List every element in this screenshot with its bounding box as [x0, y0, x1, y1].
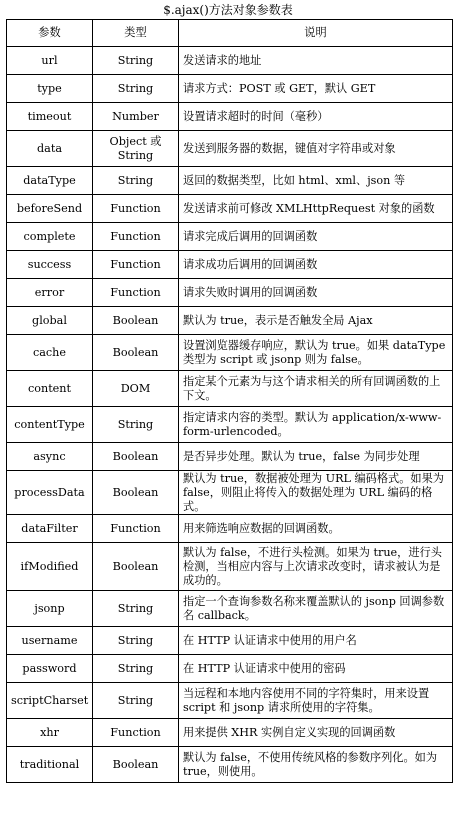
type-cell: Function: [93, 719, 179, 747]
param-cell: complete: [7, 223, 93, 251]
desc-cell: 默认为 false，不使用传统风格的参数序列化。如为 true，则使用。: [179, 747, 453, 783]
desc-cell: 默认为 false，不进行头检测。如果为 true，进行头检测，当相应内容与上次请求改变时，请求被认为是成功的。: [179, 543, 453, 591]
param-cell: content: [7, 371, 93, 407]
table-row: [7, 443, 453, 471]
table-row: [7, 627, 453, 655]
desc-cell: 指定请求内容的类型。默认为 application/x-www-form-urlencoded。: [179, 407, 453, 443]
type-cell: String: [93, 683, 179, 719]
type-cell: String: [93, 47, 179, 75]
table-row: [7, 407, 453, 443]
param-cell: dataFilter: [7, 515, 93, 543]
type-cell: Number: [93, 103, 179, 131]
table-row: [7, 195, 453, 223]
header-param: 参数: [7, 20, 93, 47]
param-cell: xhr: [7, 719, 93, 747]
desc-cell: 请求成功后调用的回调函数: [179, 251, 453, 279]
type-cell: String: [93, 75, 179, 103]
param-cell: ifModified: [7, 543, 93, 591]
param-cell: traditional: [7, 747, 93, 783]
table-row: [7, 47, 453, 75]
desc-cell: 当远程和本地内容使用不同的字符集时，用来设置 script 和 jsonp 请求所使用的字符集。: [179, 683, 453, 719]
desc-cell: 发送请求前可修改 XMLHttpRequest 对象的函数: [179, 195, 453, 223]
type-cell: DOM: [93, 371, 179, 407]
type-cell: Function: [93, 279, 179, 307]
table-row: [7, 131, 453, 167]
desc-cell: 是否异步处理。默认为 true，false 为同步处理: [179, 443, 453, 471]
param-cell: data: [7, 131, 93, 167]
param-cell: dataType: [7, 167, 93, 195]
param-cell: type: [7, 75, 93, 103]
table-body: [7, 47, 453, 783]
table-row: [7, 683, 453, 719]
table-row: [7, 371, 453, 407]
desc-cell: 发送请求的地址: [179, 47, 453, 75]
table-row: [7, 543, 453, 591]
type-cell: Function: [93, 515, 179, 543]
table-row: [7, 223, 453, 251]
table-row: [7, 655, 453, 683]
type-cell: Function: [93, 195, 179, 223]
type-cell: String: [93, 627, 179, 655]
table-row: [7, 251, 453, 279]
type-cell: Boolean: [93, 543, 179, 591]
table-row: [7, 471, 453, 515]
type-cell: Boolean: [93, 307, 179, 335]
type-cell: Boolean: [93, 443, 179, 471]
type-cell: String: [93, 167, 179, 195]
type-cell: Boolean: [93, 471, 179, 515]
header-desc: 说明: [179, 20, 453, 47]
table-row: [7, 515, 453, 543]
desc-cell: 在 HTTP 认证请求中使用的用户名: [179, 627, 453, 655]
param-cell: processData: [7, 471, 93, 515]
type-cell: String: [93, 655, 179, 683]
table-header: [7, 20, 453, 47]
type-cell: Object 或 String: [93, 131, 179, 167]
param-cell: async: [7, 443, 93, 471]
table-row: [7, 307, 453, 335]
desc-cell: 请求完成后调用的回调函数: [179, 223, 453, 251]
param-cell: contentType: [7, 407, 93, 443]
desc-cell: 指定某个元素为与这个请求相关的所有回调函数的上下文。: [179, 371, 453, 407]
param-cell: username: [7, 627, 93, 655]
type-cell: Function: [93, 223, 179, 251]
param-cell: cache: [7, 335, 93, 371]
param-cell: jsonp: [7, 591, 93, 627]
type-cell: String: [93, 591, 179, 627]
table-row: [7, 591, 453, 627]
desc-cell: 返回的数据类型，比如 html、xml、json 等: [179, 167, 453, 195]
ajax-params-table: [6, 19, 453, 783]
desc-cell: 指定一个查询参数名称来覆盖默认的 jsonp 回调参数名 callback。: [179, 591, 453, 627]
desc-cell: 发送到服务器的数据，键值对字符串或对象: [179, 131, 453, 167]
table-row: [7, 167, 453, 195]
type-cell: Boolean: [93, 747, 179, 783]
table-row: [7, 335, 453, 371]
desc-cell: 用来提供 XHR 实例自定义实现的回调函数: [179, 719, 453, 747]
desc-cell: 用来筛选响应数据的回调函数。: [179, 515, 453, 543]
table-row: [7, 279, 453, 307]
type-cell: Boolean: [93, 335, 179, 371]
param-cell: global: [7, 307, 93, 335]
param-cell: url: [7, 47, 93, 75]
table-row: [7, 747, 453, 783]
desc-cell: 请求失败时调用的回调函数: [179, 279, 453, 307]
param-cell: scriptCharset: [7, 683, 93, 719]
type-cell: Function: [93, 251, 179, 279]
desc-cell: 默认为 true，数据被处理为 URL 编码格式。如果为 false，则阻止将传入的数据处理为 URL 编码的格式。: [179, 471, 453, 515]
desc-cell: 设置请求超时的时间（毫秒）: [179, 103, 453, 131]
header-row: [7, 20, 453, 47]
table-row: [7, 75, 453, 103]
param-cell: error: [7, 279, 93, 307]
desc-cell: 设置浏览器缓存响应，默认为 true。如果 dataType 类型为 script 或 jsonp 则为 false。: [179, 335, 453, 371]
param-cell: password: [7, 655, 93, 683]
desc-cell: 在 HTTP 认证请求中使用的密码: [179, 655, 453, 683]
param-cell: beforeSend: [7, 195, 93, 223]
header-type: 类型: [93, 20, 179, 47]
desc-cell: 默认为 true，表示是否触发全局 Ajax: [179, 307, 453, 335]
table-row: [7, 103, 453, 131]
table-title: $.ajax()方法对象参数表: [163, 3, 293, 17]
param-cell: success: [7, 251, 93, 279]
type-cell: String: [93, 407, 179, 443]
desc-cell: 请求方式：POST 或 GET，默认 GET: [179, 75, 453, 103]
table-row: [7, 719, 453, 747]
param-cell: timeout: [7, 103, 93, 131]
